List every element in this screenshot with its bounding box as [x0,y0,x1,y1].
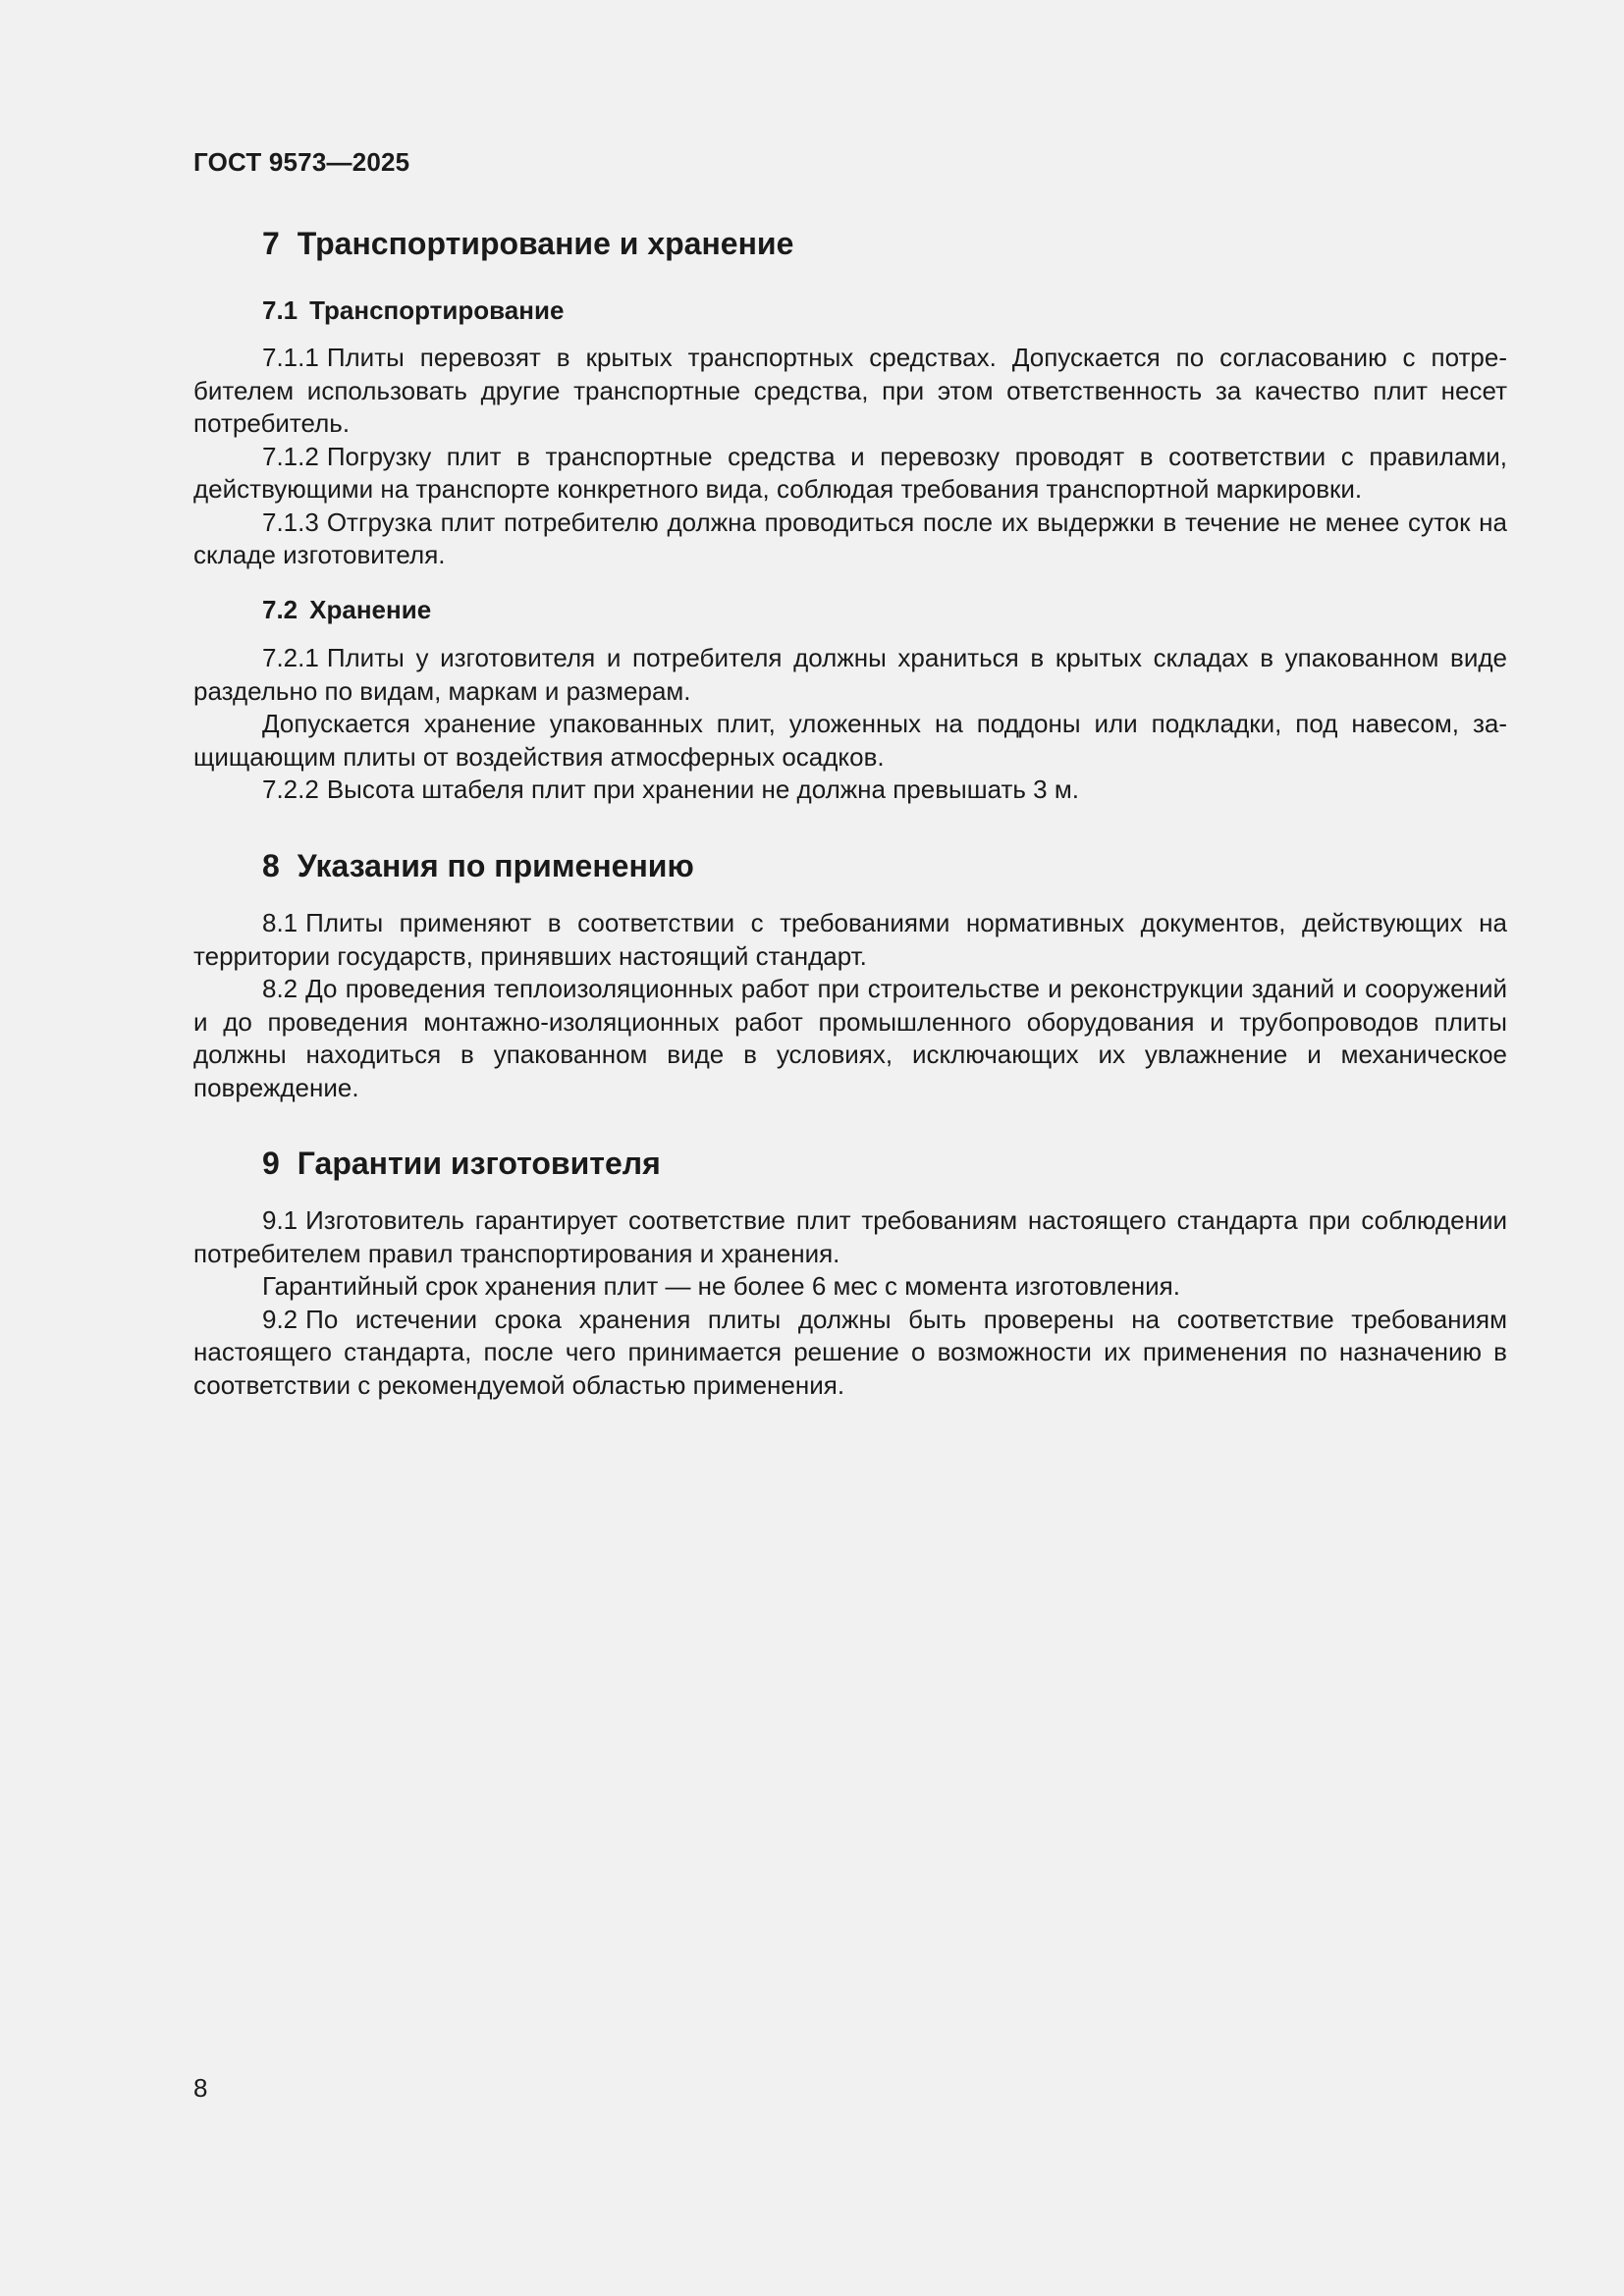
paragraph-text: Плиты у изготовителя и потребителя должны храниться в крытых складах в упакованном виде раздельно по видам, маркам и размерам. [193,643,1507,706]
section-9-heading [262,1144,1507,1183]
paragraph-9-2 [193,1304,1507,1403]
paragraph-text: Высота штабеля плит при хранении не должна превышать 3 м. [326,774,1079,804]
subsection-7-1-heading [262,294,1507,327]
paragraph-text: Изготовитель гарантирует соответствие плит требованиям настоящего стандарта при соблюдении потребителем правил транспортирования и хранения. [193,1205,1507,1268]
subsection-7-2 [193,593,1507,626]
subsection-7-2-body [193,642,1507,807]
section-8-title: Указания по применению [297,848,694,883]
paragraph-9-1 [193,1204,1507,1270]
section-9-body [193,1204,1507,1402]
section-7 [193,224,1507,263]
section-7-title: Транспортирование и хранение [297,226,794,261]
paragraph-text: Плиты применяют в соответствии с требованиями нормативных документов, действующих на территории государств, принявших настоящий стандарт. [193,908,1507,971]
paragraph-number: 8.2 [262,974,298,1003]
paragraph-7-1-1 [193,342,1507,441]
subsection-7-2-title: Хранение [309,595,432,624]
section-9-number: 9 [262,1146,280,1181]
paragraph-text: Отгрузка плит потребителю должна проводиться после их выдержки в течение не менее суток на складе изготовителя. [193,507,1507,569]
paragraph-7-2-1 [193,642,1507,708]
section-8-body [193,907,1507,1104]
paragraph-text: По истечении срока хранения плиты должны быть проверены на соответствие требованиям настоящего стандарта, после чего принимается решение о возможности их применения по назначению в соответствии с рекомендуемой областью применения. [193,1304,1507,1400]
paragraph-7-1-3 [193,507,1507,572]
paragraph-number: 8.1 [262,908,298,937]
paragraph-number: 9.1 [262,1205,298,1235]
paragraph-number: 7.2.2 [262,774,319,804]
subsection-7-1 [193,294,1507,327]
section-7-heading [262,224,1507,263]
paragraph-8-2 [193,973,1507,1104]
document-id-header: ГОСТ 9573—2025 [193,147,410,177]
section-7-number: 7 [262,226,280,261]
paragraph-9-1-continued [193,1270,1507,1304]
page-number: 8 [193,2073,208,2103]
section-9-title: Гарантии изготовителя [297,1146,661,1181]
paragraph-text: Гарантийный срок хранения плит — не более 6 мес с момента изготовления. [262,1271,1180,1301]
section-9 [193,1144,1507,1183]
subsection-7-1-number: 7.1 [262,295,298,325]
paragraph-text: Погрузку плит в транспортные средства и перевозку проводят в соответствии с правилами, действующими на транспорте конкретного вида, соблюдая требования транспортной маркировки. [193,441,1507,504]
paragraph-7-2-1-continued [193,708,1507,774]
subsection-7-1-body [193,342,1507,572]
paragraph-number: 7.1.1 [262,343,319,372]
section-8-number: 8 [262,848,280,883]
paragraph-number: 7.1.2 [262,441,319,471]
paragraph-text: Допускается хранение упакованных плит, уложенных на поддоны или подкладки, под навесом, защищающим плиты от воздействия атмосферных осадков. [193,709,1507,772]
paragraph-number: 7.2.1 [262,643,319,672]
subsection-7-2-number: 7.2 [262,595,298,624]
paragraph-8-1 [193,907,1507,973]
subsection-7-1-title: Транспортирование [309,295,565,325]
section-8-heading [262,846,1507,885]
paragraph-7-2-2 [193,774,1507,807]
paragraph-text: До проведения теплоизоляционных работ при строительстве и реконструкции зданий и сооружений и до проведения монтажно-изоляционных работ промышленного оборудования и трубопроводов плиты должны находиться в упакованном виде в условиях, исключающих их увлажнение и механическое повреждение. [193,974,1507,1102]
subsection-7-2-heading [262,593,1507,626]
paragraph-text: Плиты перевозят в крытых транспортных средствах. Допускается по согласованию с потребителем использовать другие транспортные средства, при этом ответственность за качество плит несет потребитель. [193,343,1507,438]
paragraph-number: 7.1.3 [262,507,319,537]
paragraph-7-1-2 [193,441,1507,507]
section-8 [193,846,1507,885]
document-page [193,0,1507,2296]
paragraph-number: 9.2 [262,1304,298,1334]
